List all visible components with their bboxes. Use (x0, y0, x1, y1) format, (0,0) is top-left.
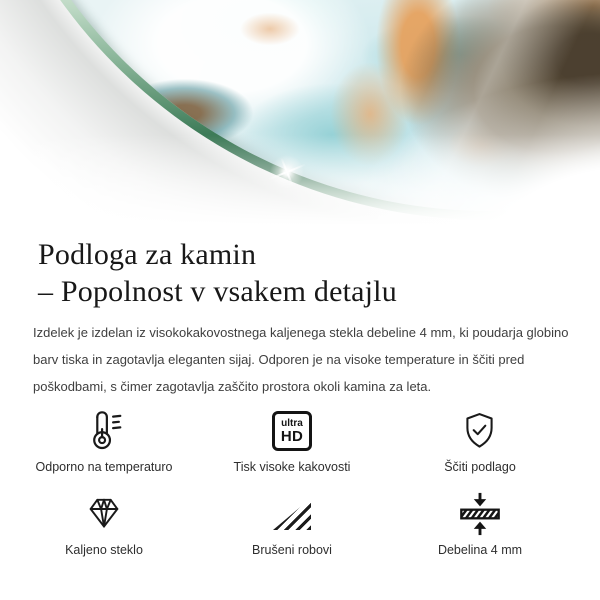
feature-label: Kaljeno steklo (65, 543, 143, 557)
feature-temperature (36, 408, 173, 475)
shield-check-icon (458, 408, 501, 454)
page-title-line-1: Podloga za kamin (38, 238, 257, 271)
feature-label: Ščiti podlago (444, 460, 516, 474)
feature-label: Debelina 4 mm (437, 543, 523, 557)
white-fade-overlay (0, 0, 600, 232)
thickness-icon (457, 491, 503, 537)
feature-label: Brušeni robovi (252, 543, 332, 557)
ultra-hd-badge-bottom: HD (280, 427, 304, 445)
feature-print-quality (234, 408, 351, 475)
ultra-hd-badge-top: ultra (281, 417, 303, 429)
feature-polished-edges (252, 491, 332, 558)
features-grid (10, 408, 600, 558)
thermometer-icon (81, 408, 127, 454)
brushed-edges-icon (273, 491, 311, 537)
page-title (0, 236, 600, 310)
ultra-hd-icon (272, 408, 312, 454)
diamond-icon (84, 491, 124, 537)
feature-tempered-glass (65, 491, 143, 558)
feature-label: Odporno na temperaturo (35, 460, 173, 474)
feature-thickness (438, 491, 522, 558)
feature-protection (444, 408, 516, 475)
product-image[interactable] (0, 0, 600, 232)
feature-label: Tisk visoke kakovosti (233, 460, 351, 474)
page-title-line-2: – Popolnost v vsakem detajlu (38, 275, 397, 308)
product-description: Izdelek je izdelan iz visokokakovostnega kaljenega stekla debeline 4 mm, ki poudarja globino barv tiska in zagotavlja eleganten sijaj. Odporen je na visoke temperature in ščiti pred poškodbami, s čimer zagotavlja zaščito prostora okoli kamina za leta. (33, 325, 569, 394)
